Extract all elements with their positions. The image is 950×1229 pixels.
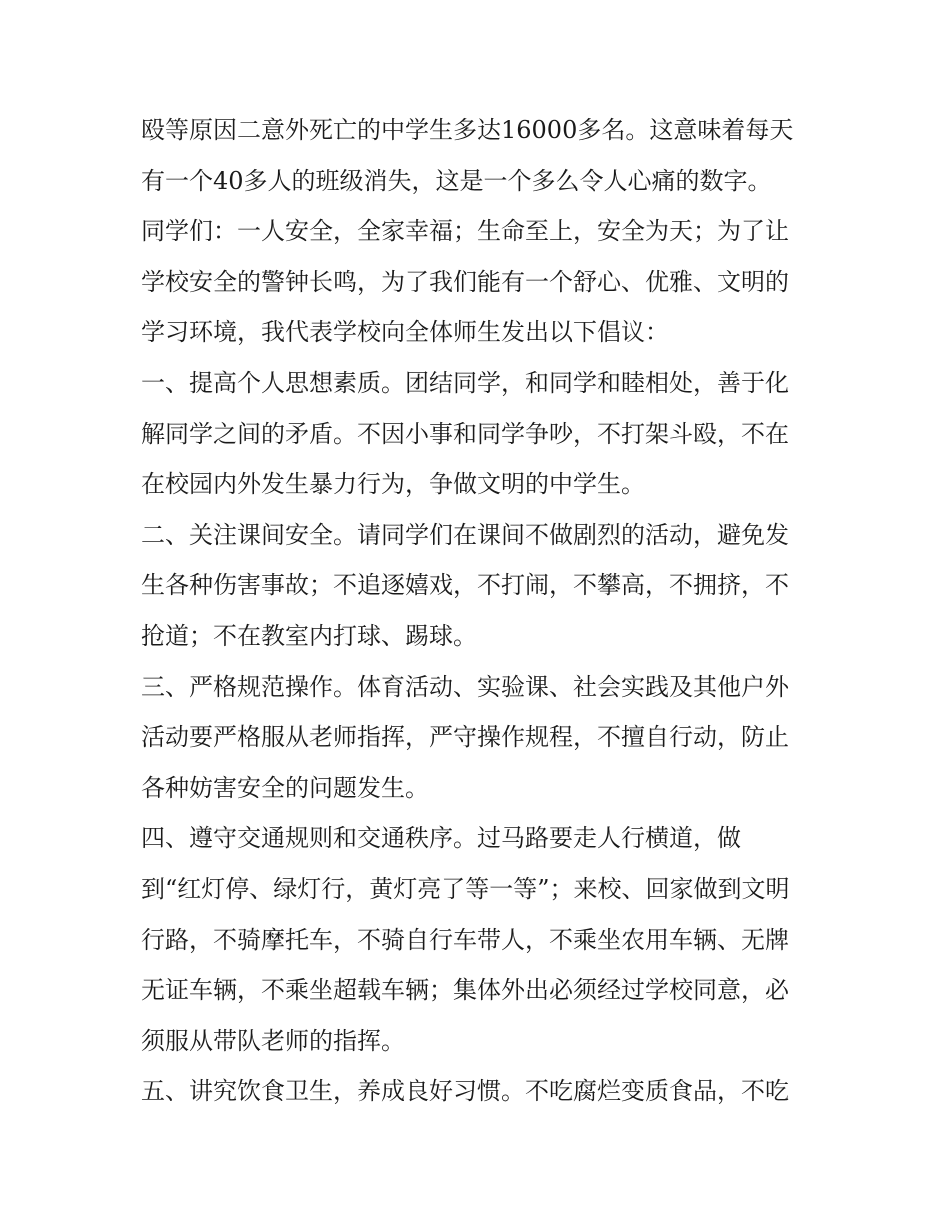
- text-line: 学习环境，我代表学校向全体师生发出以下倡议：: [141, 318, 669, 347]
- text-line: 须服从带队老师的指挥。: [141, 1026, 405, 1055]
- text-line: 三、严格规范操作。体育活动、实验课、社会实践及其他户外: [141, 672, 789, 701]
- text-line: 学校安全的警钟长鸣，为了我们能有一个舒心、优雅、文明的: [141, 267, 789, 296]
- text-line: 同学们：一人安全，全家幸福；生命至上，安全为天；为了让: [141, 217, 789, 246]
- text-line: 到“红灯停、绿灯行，黄灯亮了等一等”；来校、回家做到文明: [141, 874, 790, 903]
- text-line: 四、遵守交通规则和交通秩序。过马路要走人行横道，做: [141, 824, 741, 853]
- text-line: 各种妨害安全的问题发生。: [141, 773, 429, 802]
- text-line: 解同学之间的矛盾。不因小事和同学争吵，不打架斗殴，不在: [141, 419, 789, 448]
- text-line: 无证车辆，不乘坐超载车辆；集体外出必须经过学校同意，必: [141, 976, 789, 1005]
- text-line: 有一个40多人的班级消失，这是一个多么令人心痛的数字。: [141, 166, 772, 195]
- text-line: 二、关注课间安全。请同学们在课间不做剧烈的活动，避免发: [141, 520, 789, 549]
- text-line: 在校园内外发生暴力行为，争做文明的中学生。: [141, 470, 645, 499]
- text-line: 行路，不骑摩托车，不骑自行车带人，不乘坐农用车辆、无牌: [141, 925, 789, 954]
- text-line: 活动要严格服从老师指挥，严守操作规程，不擅自行动，防止: [141, 723, 789, 752]
- text-line: 生各种伤害事故；不追逐嬉戏，不打闹，不攀高，不拥挤，不: [141, 571, 789, 600]
- text-line: 殴等原因二意外死亡的中学生多达16000多名。这意味着每天: [141, 116, 794, 144]
- text-line: 抢道；不在教室内打球、踢球。: [141, 621, 477, 650]
- text-line: 一、提高个人思想素质。团结同学，和同学和睦相处，善于化: [141, 368, 789, 397]
- document-body: [141, 105, 813, 1117]
- text-line: 五、讲究饮食卫生，养成良好习惯。不吃腐烂变质食品，不吃: [141, 1077, 789, 1106]
